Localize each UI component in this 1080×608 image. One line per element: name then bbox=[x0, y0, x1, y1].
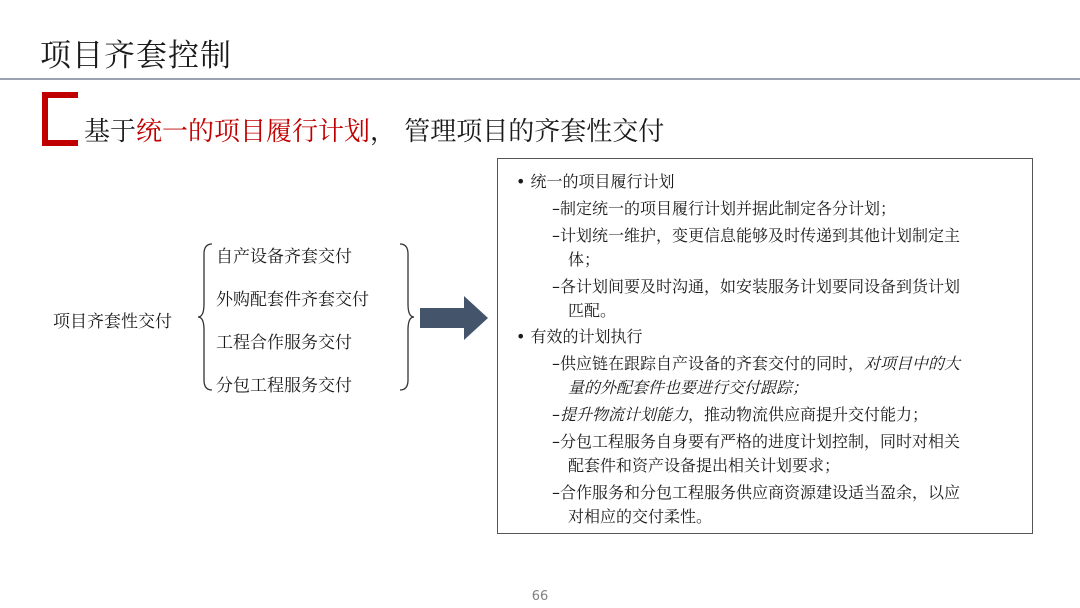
bullet-heading: • 统一的项目履行计划 bbox=[516, 172, 675, 191]
list-item-continued: 量的外配套件也要进行交付跟踪； bbox=[568, 378, 809, 397]
left-brace bbox=[196, 242, 216, 392]
list-item: –分包工程服务自身要有严格的进度计划控制，同时对相关 bbox=[552, 432, 961, 451]
subtitle-prefix: 基于 bbox=[84, 117, 137, 147]
delivery-group-label: 项目齐套性交付 bbox=[53, 312, 172, 332]
plan-details-box bbox=[497, 158, 1033, 534]
page-number: 66 bbox=[531, 589, 549, 604]
subtitle-highlight: 统一的项目履行计划 bbox=[136, 117, 371, 147]
list-item: 工程合作服务交付 bbox=[216, 333, 352, 353]
right-arrow-icon bbox=[420, 296, 490, 340]
list-item: –提升物流计划能力，推动物流供应商提升交付能力； bbox=[552, 405, 929, 424]
list-item: 外购配套件齐套交付 bbox=[216, 290, 369, 310]
list-item: –各计划间要及时沟通，如安装服务计划要同设备到货计划 bbox=[552, 277, 961, 296]
list-item-continued: 配套件和资产设备提出相关计划要求； bbox=[568, 456, 841, 475]
right-brace bbox=[396, 242, 416, 392]
list-item: 分包工程服务交付 bbox=[216, 376, 352, 396]
list-item: –计划统一维护，变更信息能够及时传递到其他计划制定主 bbox=[552, 226, 961, 245]
list-item-continued: 体； bbox=[568, 250, 601, 269]
list-item: 自产设备齐套交付 bbox=[216, 247, 352, 267]
bullet-heading: • 有效的计划执行 bbox=[516, 327, 643, 346]
title-divider bbox=[0, 78, 1080, 80]
list-item: –制定统一的项目履行计划并据此制定各分计划； bbox=[552, 199, 897, 218]
subtitle bbox=[84, 111, 664, 148]
list-item: –供应链在跟踪自产设备的齐套交付的同时，对项目中的大 bbox=[552, 354, 961, 373]
list-item-continued: 对相应的交付柔性。 bbox=[568, 507, 713, 526]
subtitle-suffix: ， 管理项目的齐套性交付 bbox=[370, 117, 665, 147]
list-item-continued: 匹配。 bbox=[568, 301, 617, 320]
list-item: –合作服务和分包工程服务供应商资源建设适当盈余，以应 bbox=[552, 483, 961, 502]
page-title: 项目齐套控制 bbox=[40, 38, 232, 74]
